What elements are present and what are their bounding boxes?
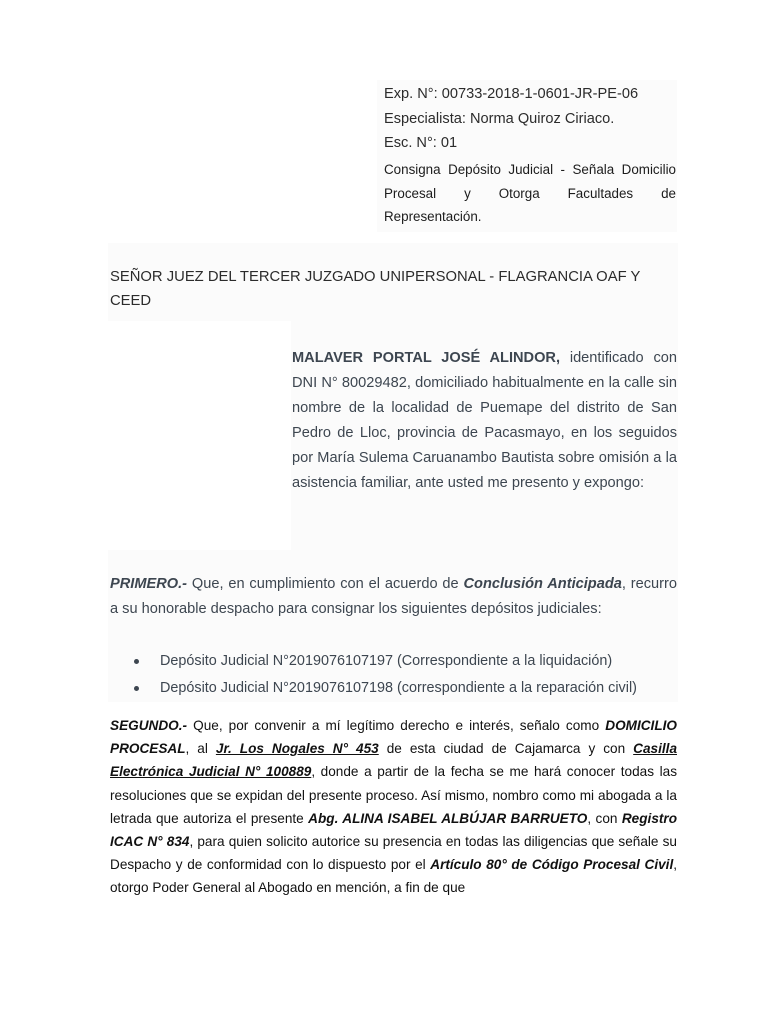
- brief-number: Esc. N°: 01: [384, 135, 458, 151]
- lawyer-name: Abg. ALINA ISABEL ALBÚJAR BARRUETO: [308, 810, 588, 826]
- second-text-5: , con: [587, 810, 622, 826]
- first-label: PRIMERO.-: [110, 576, 188, 592]
- electronic-mailbox: Casilla Electrónica Judicial N° 100889: [110, 741, 677, 780]
- specialist: Especialista: Norma Quiroz Ciriaco.: [384, 111, 615, 127]
- second-section: [110, 714, 677, 900]
- intro-paragraph: [292, 346, 677, 496]
- second-text-4: , donde a partir de la fecha se me hará conocer todas las resoluciones que se expidan del presente proceso. Así mismo, nombro como mi abogada a la letrada que autoriza el presente: [110, 764, 677, 826]
- first-text-1: Que, en cumplimiento con el acuerdo de: [187, 576, 464, 592]
- street-address: Jr. Los Nogales N° 453: [215, 741, 379, 757]
- procedural-address-label: DOMICILIO PROCESAL: [110, 718, 677, 757]
- second-text-3: de esta ciudad de Cajamarca y con: [378, 741, 634, 757]
- deposit-item-text: Depósito Judicial N°2019076107197 (Correspondiente a la liquidación): [160, 653, 613, 669]
- second-text-7: , otorgo Poder General al Abogado en mención, a fin de que: [110, 857, 677, 896]
- case-header: [377, 80, 677, 232]
- second-label: SEGUNDO.-: [110, 718, 188, 733]
- bullet-icon: [134, 686, 139, 691]
- deposit-list: [110, 648, 677, 702]
- addressee: SEÑOR JUEZ DEL TERCER JUZGADO UNIPERSONAL - FLAGRANCIA OAF Y CEED: [110, 269, 641, 309]
- first-emphasis: Conclusión Anticipada: [463, 576, 622, 592]
- code-article: Artículo 80° de Código Procesal Civil: [430, 857, 674, 873]
- bar-registry: Registro ICAC N° 834: [110, 810, 677, 850]
- list-item: [110, 648, 677, 675]
- party-name: MALAVER PORTAL JOSÉ ALINDOR,: [292, 350, 561, 366]
- second-text-1: Que, por convenir a mí legítimo derecho e interés, señalo como: [187, 718, 606, 733]
- intro-text: identificado con DNI N° 80029482, domiciliado habitualmente en la calle sin nombre de la localidad de Puemape del distrito de San Pedro de Lloc, provincia de Pacasmayo, en los seguidos por María Sulema Caruanambo Bautista sobre omisión a la asistencia familiar, ante usted me presento y expongo:: [292, 350, 677, 491]
- summary: Consigna Depósito Judicial - Señala Domicilio Procesal y Otorga Facultades de Representación.: [384, 162, 676, 224]
- second-text-6: , para quien solicito autorice su presencia en todas las diligencias que señale su Despacho y de conformidad con lo dispuesto por el: [110, 834, 677, 873]
- case-number: Exp. N°: 00733-2018-1-0601-JR-PE-06: [384, 86, 639, 102]
- bullet-icon: [134, 659, 139, 664]
- second-text-2: , al: [185, 741, 216, 757]
- deposit-item-text: Depósito Judicial N°2019076107198 (correspondiente a la reparación civil): [160, 680, 637, 696]
- first-section: [110, 572, 677, 622]
- list-item: [110, 675, 677, 702]
- first-text-2: , recurro a su honorable despacho para consignar los siguientes depósitos judiciales:: [110, 576, 677, 617]
